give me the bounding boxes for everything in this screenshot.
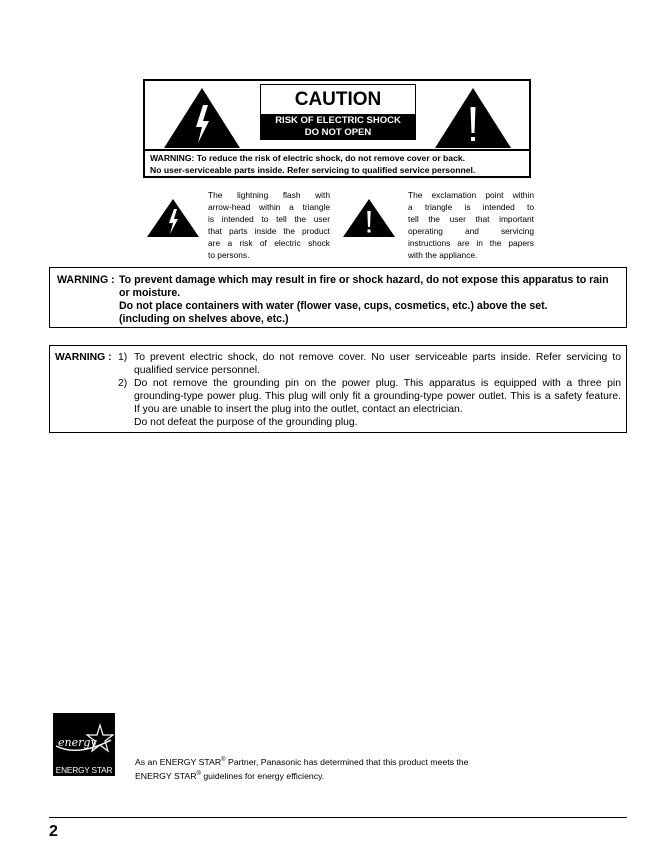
energy-star-logo-text: ENERGY STAR [55,765,113,775]
warning1-line3: Do not place containers with water (flower vase, cups, cosmetics, etc.) above the set. [119,300,548,312]
lightning-line4: that parts inside the product [208,226,330,237]
warning1-line4: (including on shelves above, etc.) [119,313,289,325]
warning2-item1-number: 1) [118,352,128,363]
warning2-item2-line1: Do not remove the grounding pin on the power plug. This apparatus is equipped with a three pin [134,378,621,389]
lightning-triangle-small-icon [146,198,200,238]
caution-label [260,84,416,140]
lightning-line6: to persons. [208,250,250,261]
exclamation-triangle-icon [434,87,512,149]
caution-warning-line1: WARNING: To reduce the risk of electric shock, do not remove cover or back. [150,153,466,163]
lightning-line5: are a risk of electric shock [208,238,330,249]
footer-divider [49,817,627,818]
warning2-item1-line2: qualified service personnel. [134,365,260,376]
warning1-line2: or moisture. [119,287,181,299]
exclamation-explanation [408,189,534,262]
warning-box-shock [49,345,627,433]
lightning-line2: arrow-head within a triangle [208,202,330,213]
warning2-item2-line4: Do not defeat the purpose of the grounding plug. [134,417,358,428]
registered-mark: ® [221,757,226,763]
energy-line1 [135,754,468,768]
lightning-line3: is intended to tell the user [208,214,330,225]
caution-title: CAUTION [294,89,382,110]
lightning-triangle-icon [163,87,241,149]
warning2-item2-line3: If you are unable to insert the plug into the outlet, contact an electrician. [134,404,463,415]
exclamation-line2: a triangle is intended to [408,202,534,213]
exclamation-line3: tell the user that important [408,214,534,225]
warning-label: WARNING : [57,274,115,286]
exclamation-line5: instructions are in the papers [408,238,534,249]
exclamation-line4: operating and servicing [408,226,534,237]
caution-warning-text [145,149,529,178]
warning-label: WARNING : [55,352,112,363]
energy-script-text: energy [58,736,97,749]
warning1-line1: To prevent damage which may result in fire or shock hazard, do not expose this apparatus to rain [119,274,609,286]
energy-line2-a: ENERGY STAR [135,770,197,781]
energy-line1-a: As an ENERGY STAR [135,756,222,767]
caution-warning-line2: No user-serviceable parts inside. Refer servicing to qualified service personnel. [150,164,476,175]
warning2-item2-line2: grounding-type power plug. This plug will only fit a grounding-type power outlet. This is a safety feature. [134,391,621,402]
registered-mark: ® [196,770,201,777]
energy-line2 [135,768,468,782]
caution-subtitle-line1: RISK OF ELECTRIC SHOCK [275,115,401,126]
warning2-item2-number: 2) [118,378,128,389]
exclamation-triangle-small-icon [342,198,396,238]
caution-box [143,79,531,178]
energy-star-icon [53,713,115,763]
energy-star-statement [135,754,468,782]
caution-subtitle [261,114,415,140]
exclamation-line6: with the appliance. [408,250,478,261]
warning2-item1-line1: To prevent electric shock, do not remove cover. No user serviceable parts inside. Refer servicing to [134,352,621,363]
energy-star-logo [53,713,115,776]
warning-box-rain [49,267,627,328]
caution-subtitle-line2: DO NOT OPEN [304,127,372,138]
page-number: 2 [49,823,58,840]
energy-line1-b: Partner, Panasonic has determined that this product meets the [225,756,469,767]
exclamation-line1: The exclamation point within [408,190,534,200]
lightning-line1: The lightning flash with [208,190,330,200]
lightning-explanation [208,189,330,262]
energy-line2-b: guidelines for energy efficiency. [200,770,325,781]
